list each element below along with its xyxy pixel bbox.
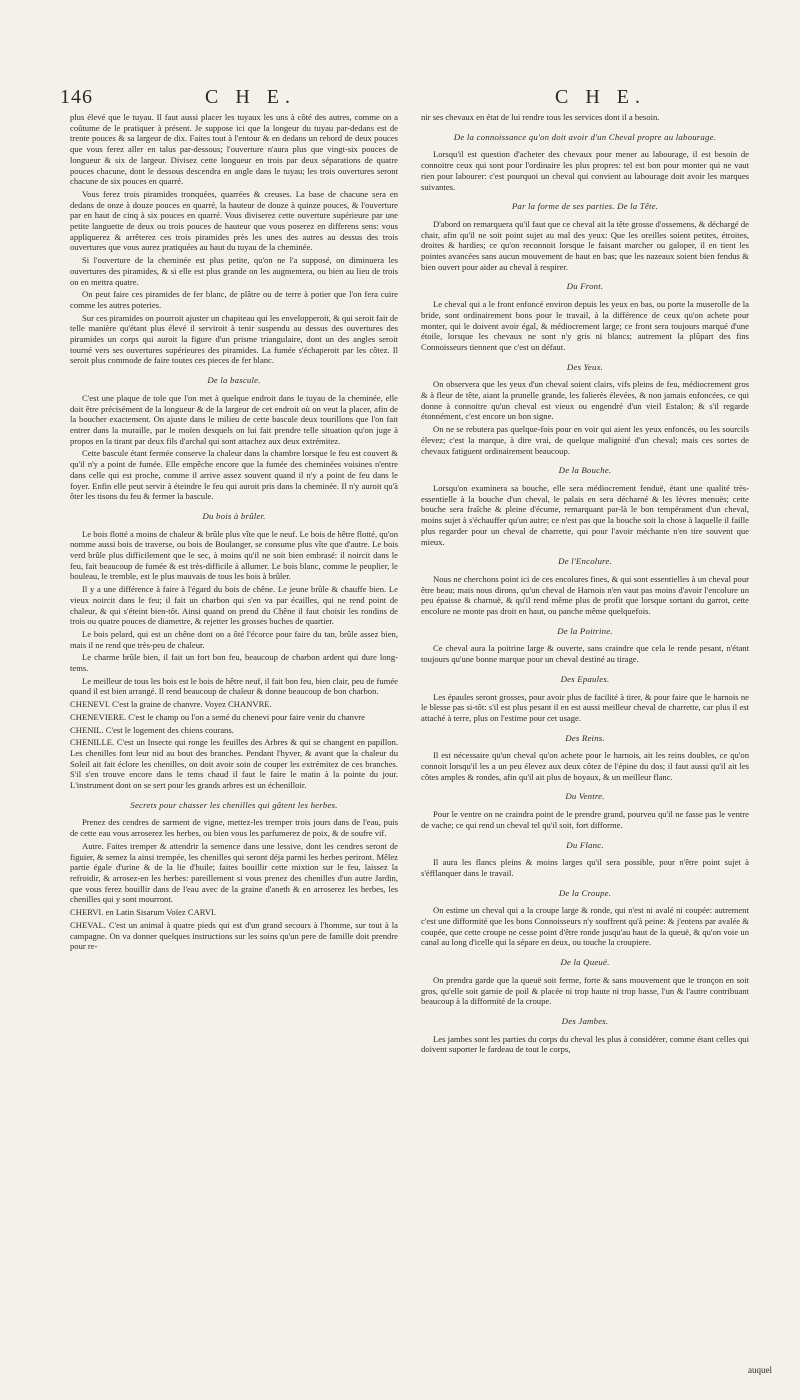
page-header [60, 86, 740, 110]
paragraph: C'est une plaque de tole que l'on met à quelque endroit dans le tuyau de la cheminée, elle doit être précisément de la longueur & de la largeur de cet endroit où on veut la placer, afin de la boucher exactement. On ajuste dans le milieu de cette bascule deux tourillons que l'on fait entrer dans la muraille, par le moïen desquels on lui fait prendre telle situation qu'on juge à propos en la tirant par deux fils d'archal qui sont attachez aux deux extrémitez. [70, 392, 398, 446]
paragraph: Cette bascule étant fermée conserve la chaleur dans la chambre lorsque le feu est couvert & qu'il n'y a point de fumée. Elle empêche encore que la fumée des cheminées voisines n'entre dans celle qui est proche, comme il arrive assez souvent quand il n'y a point de feu dans le foyer. Enfin elle peut servir à éteindre le feu qui auroit pris dans la cheminée. Il n'y auroit qu'à ôter les tisons du feu & fermer la bascule. [70, 448, 398, 502]
page-number: 146 [60, 86, 93, 108]
paragraph: On prendra garde que la queuë soit ferme, forte & sans mouvement que le tronçon en soit gros, qu'elle soit garnie de poil & placée ni trop haute ni trop basse, l'un & l'autre contribuant beaucoup à la difformité de la croupe. [421, 974, 749, 1007]
paragraph: Il aura les flancs pleins & moins larges qu'il sera possible, pour n'être point sujet à s'éfflanquer dans le travail. [421, 857, 749, 878]
paragraph: Le cheval qui a le front enfoncé environ depuis les yeux en bas, ou porte la muserolle de la bride, sont ordinairement bons pour le travail, à la différence de ceux qu'on achete pour monter, qui le doivent avoir égal, & médiocrement large; ce front sera toujours marqué d'une étoile, lorsque les chevaux ne sont n'y gris ni blancs; autrement la plûpart des fins Connoisseurs tiennent que c'est un défaut. [421, 299, 749, 352]
dictionary-entry: CHERVI. en Latin Sisarum Voïez CARVI. [70, 907, 217, 918]
right-column [421, 112, 749, 1354]
paragraph: Si l'ouverture de la cheminée est plus petite, qu'on ne l'a supposé, on diminuera les ouvertures des piramides, & si elle est plus grande on les augmentera, ou bien au lieu de trois on en mettra quatre. [70, 255, 398, 287]
paragraph: On estime un cheval qui a la croupe large & ronde, qui n'est ni avalé ni coupée: autrement c'est une difformité que les bons Connoisseurs n'y souffrent qu'à peine: & j'entens par avalée & coupée, que cette croupe ne cesse point d'être ronde jusqu'au haut de la queuë, & qu'on voie un canal au long d'icelle qui la sépare en deux, ou touche la croupiere. [421, 905, 749, 948]
dictionary-entry: CHENIL. C'est le logement des chiens courans. [70, 724, 234, 735]
running-head-left: C H E. [205, 86, 296, 108]
section-heading: De la Bouche. [558, 465, 612, 476]
paragraph: Pour le ventre on ne craindra point de le prendre grand, pourveu qu'il ne fasse pas le ventre de vache; ce qui rend un cheval tel qu'il soit, fort difforme. [421, 809, 749, 830]
section-heading: Du Ventre. [565, 791, 605, 802]
section-heading: De la Poitrine. [557, 625, 613, 636]
dictionary-entry: CHENEVIERE. C'est le champ ou l'on a semé du chenevi pour faire venir du chanvre [70, 711, 365, 722]
paragraph: Prenez des cendres de sarment de vigne, mettez-les tremper trois jours dans de l'eau, puis de cette eau vous arroserez les herbes, ou bien vous les parfumerez de poix, & de soufre vif. [70, 817, 398, 839]
paragraph: On ne se rebutera pas quelque-fois pour en voir qui aient les yeux enfoncés, ou les sourcils élevez; c'est la marque, à dire vrai, de quelque malignité d'un cheval; mais ces sortes de chevaux fatiguent ordinairement beaucoup. [421, 424, 749, 456]
section-heading: De la connoissance qu'on doit avoir d'un Cheval propre au labourage. [453, 131, 717, 142]
paragraph: Lorsqu'on examinera sa bouche, elle sera médiocrement fenduë, étant une qualité très-essentielle à la bouche d'un cheval, le palais en sera décharné & les lévres menuës; cette bouche sera fraîche & pleine d'écume, remarquant par-là le bon tempérament d'un cheval, moins sujet à s'échauffer qu'un autre; ce n'est pas que la bouche soit la chose à laquelle il faille plus regarder pour un cheval de charrette, qui pour l'avoir méchante n'en tire souvent que mieux. [421, 482, 749, 547]
paragraph: Le bois pelard, qui est un chêne dont on a ôté l'écorce pour faire du tan, brûle assez bien, mais il ne rend que très-peu de chaleur. [70, 628, 398, 650]
section-heading: Par la forme de ses parties. De la Tête. [511, 201, 659, 212]
paragraph: Ce cheval aura la poitrine large & ouverte, sans craindre que cela le rende pesant, n'étant toujours qu'une bonne marque pour un cheval destiné au tirage. [421, 643, 749, 665]
paragraph: On observera que les yeux d'un cheval soient clairs, vifs pleins de feu, médiocrement gros & à fleur de tête, aiant la prunelle grande, les falierès élevées, & non jamais enfoncées, ce qui donne à connoitre qu'un cheval est vieux ou engendré d'un vieil Estalon; & s'il regarde étonnément, c'est encore un bon signe. [421, 379, 749, 422]
section-heading: Des Yeux. [566, 361, 604, 372]
section-heading: De la Croupe. [558, 887, 612, 898]
left-column [70, 112, 398, 1354]
paragraph: plus élevé que le tuyau. Il faut aussi placer les tuyaux les uns à côté des autres, comme on a coûtume de le pratiquer à présent. Je suppose ici que la longeur du tuyau par-dedans est de trente pouces & sa largeur de dix. Faites tout à l'entour & en dedans un rebord de deux pouces que vous ferez aller en talus par-dessous; l'ouverture n'aura plus que vingt-six pouces de longueur & six de largeur. Divisez cette longueur en trois par deux séparations de quatre pouces chacune, dont le dessous descendra en angle dans le tuyau; les trois ouvertures seront chacune de six pouces en quarré. [70, 112, 398, 187]
dictionary-entry: CHEVAL. C'est un animal à quatre pieds qui est d'un grand secours à l'homme, sur tout à la campagne. On va donner quelques instructions sur les soins qu'un pere de famille doit prendre pour re- [70, 919, 398, 952]
paragraph: nir ses chevaux en état de lui rendre tous les services dont il a besoin. [421, 112, 660, 122]
section-heading: De la Queuë. [560, 957, 610, 968]
paragraph: Le bois flotté a moins de chaleur & brûle plus vîte que le neuf. Le bois de hêtre flotté, qu'on nomme aussi bois de traverse, ou bois de Boulanger, se consume plus vîte que d'autre. Le bois verd brûle plus difficilement que le sec, à moins qu'il ne soit bien embrasé: il noircit dans le feu, fait beaucoup de fumée & est très-difficile à allumer. Le bois blanc, comme le peuplier, le bouleau, le tremble, est le plus mauvais de tous les bois à brûler. [70, 528, 398, 582]
section-heading: Du bois à brûler. [202, 510, 266, 521]
section-heading: Du Flanc. [566, 839, 604, 850]
paragraph: Sur ces piramides on pourroit ajuster un chapiteau qui les envelopperoit, & qui seroit fait de telle manière qu'étant plus élevé il serviroit à tenir suspendu au dessus des ouvertures des piramides un corps qui auroit la figure d'un prisme triangulaire, dont un des angles seroit tourné vers ses ouvertures supérieures des piramides. La fumée s'échaperoit par les côtez. Il seroit plus commode de faire toutes ces pieces de fer blanc. [70, 312, 398, 366]
paragraph: Le charme brûle bien, il fait un fort bon feu, beaucoup de charbon ardent qui dure long-tems. [70, 652, 398, 674]
section-heading: Secrets pour chasser les chenilles qui gâtent les herbes. [130, 799, 338, 810]
paragraph: On peut faire ces piramides de fer blanc, de plâtre ou de terre à potier que l'on fera cuire comme les autres poteries. [70, 289, 398, 310]
section-heading: Des Jambes. [561, 1016, 609, 1026]
section-heading: Du Front. [566, 281, 604, 292]
section-heading: Des Reins. [565, 732, 605, 743]
paragraph: Les jambes sont les parties du corps du cheval les plus à considérer, comme étant celles qui doivent suporter le fardeau de tout le corps, [421, 1033, 749, 1055]
section-heading: Des Epaules. [560, 673, 610, 684]
dictionary-entry: CHENEVI. C'est la graine de chanvre. Voyez CHANVRE. [70, 699, 272, 710]
paragraph: D'abord on remarquera qu'il faut que ce cheval ait la tête grosse d'ossemens, & déchargé de chair, afin qu'il ne soit point sujet au mal des yeux: Que les oreilles soient petites, étroites, droites & hardies; ce qu'on reconnoit lorsque le faisant marcher ou galoper, il en tient les pointes avancées sans aucun mouvement de haut en bas; que les nazeaux soient bien fendus & bien ouvert pour aider au cheval à respirer. [421, 218, 749, 272]
paragraph: Les épaules seront grosses, pour avoir plus de facilité à tirer, & pour faire que le harnois ne le blesse pas si-tôt: s'il est plus pesant il en est aussi meilleur cheval de charrette, car plus il est attaché à terre, plus on l'estime pour cet usage. [421, 691, 749, 723]
section-heading: De l'Encolure. [558, 556, 612, 567]
section-heading: De la bascule. [207, 375, 261, 386]
paragraph: Il est nécessaire qu'un cheval qu'on achete pour le harnois, ait les reins doubles, ce qu'on connoit lorsqu'il les a un peu élevez aux deux côtez de l'épine du dos; il faut aussi qu'il ait les côtes amples & rondes, afin qu'il ait plus de boyaux, & un meilleur flanc. [421, 750, 749, 782]
running-head-right: C H E. [555, 86, 646, 108]
paragraph: Il y a une différence à faire à l'égard du bois de chêne. Le jeune brûle & chauffe bien. Le vieux noircit dans le feu; il fait un charbon qui s'en va par écailles, qui ne rend point de chaleur, & qui s'éteint bien-tôt. Ainsi quand on prend du Chêne il faut choisir les rondins de trois ou quatre pouces de diamettre, & rejetter les grosses buches de quartier. [70, 584, 398, 627]
catchword: auquel [748, 1365, 772, 1375]
paragraph: Le meilleur de tous les bois est le bois de hêtre neuf, il fait bon feu, bien clair, peu de fumée quand il est bien arrangé. Il rend beaucoup de chaleur & donne beaucoup de bon charbon. [70, 675, 398, 697]
paragraph: Lorsqu'il est question d'acheter des chevaux pour mener au labourage, il est besoin de connoitre ceux qui sont pour l'ordinaire les plus propres: tel est bon pour monter qui ne vaut rien pour labourer: c'est pourquoi un cheval qui convient au labourage doit avoir les marques suivantes. [421, 149, 749, 192]
dictionary-entry: CHENILLE. C'est un Insecte qui ronge les feuilles des Arbres & qui se changent en papillon. Les chenilles font leur nid au bout des branches. Pendant l'hyver, & avant que la chaleur du Soleil ait fait éclore les chenilles, on doit avoir soin de couper les extrémitez de ces branches. S'il s'en trouve encore dans le tems chaud il faut le faire le matin à la pointe du jour. L'instrument dont on se sert pour les grands arbres est un échenilloir. [70, 737, 398, 791]
paragraph: Vous ferez trois piramides tronquées, quarrées & creuses. La base de chacune sera en dedans de onze à douze pouces en quarré, la hauteur de douze à quinze pouces, & l'ouverture par en haut de cinq à six pouces en quarré. Vous diviserez cette ouverture supérieure par une petite languette de deux ou trois pouces de hauteur que vous poserez en differens sens: vous appliquerez & arrêterez ces trois piramides près les unes des autres au dessus des trois ouvertures que vous aurez pratiquées au haut du tuyau de la cheminée. [70, 188, 398, 253]
paragraph: Nous ne cherchons point ici de ces encolures fines, & qui sont essentielles à un cheval pour être beau; mais nous dirons, qu'un cheval de Harnois n'en vaut pas moins d'avoir l'encolure un peu épaisse & charnuë, & qu'il rend même plus de profit que lorsque sortant du garrot, cette encolure ne monte pas droit en haut, ou panche même quelquefois. [421, 573, 749, 617]
paragraph: Autre. Faites tremper & attendrir la semence dans une lessive, dont les cendres seront de figuier, & semez la ainsi trempée, les chenilles qui seront déja parmi les herbes periront. Mêlez partie égale d'urine & de la lie d'huile; faites bouillir cette mixtion sur le feu, laissez la refroidir, & arrosez-en les herbes: pareillement si vous prenez des chenilles d'un autre Jardin, que vous ferez bouillir dans de l'eau avec de la graine d'aneth & en arroserez les herbes, les chenilles qui y sont mourront. [70, 840, 398, 905]
